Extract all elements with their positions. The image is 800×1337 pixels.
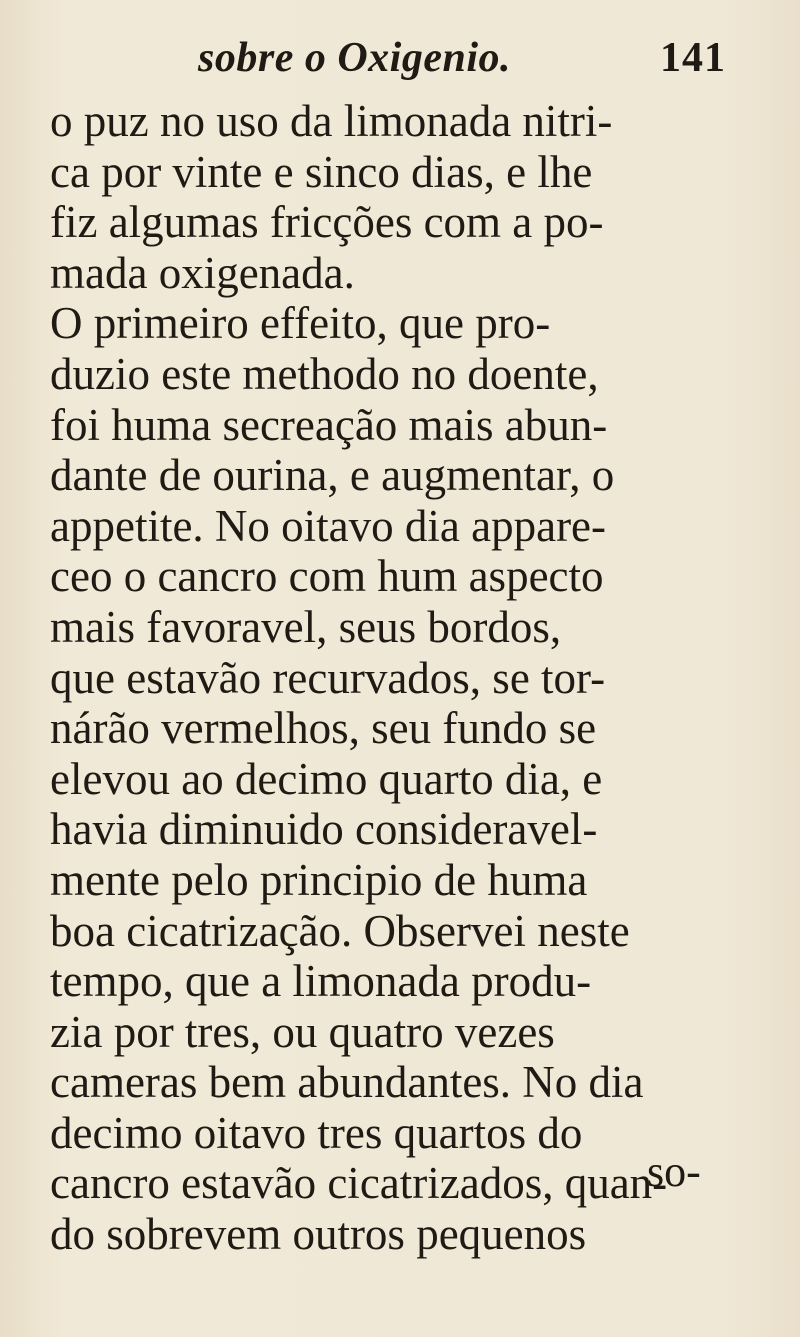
text-line: elevou ao decimo quarto dia, e xyxy=(50,753,603,804)
text-line: dante de ourina, e augmentar, o xyxy=(50,450,615,501)
page-number: 141 xyxy=(660,35,726,81)
text-line: O primeiro effeito, que pro- xyxy=(50,298,551,349)
text-line: boa cicatrização. Observei neste xyxy=(50,905,630,956)
text-line: fiz algumas fricções com a po- xyxy=(50,197,604,248)
text-line: mada oxigenada. xyxy=(50,247,355,298)
text-line: tempo, que a limonada produ- xyxy=(50,956,592,1007)
running-head xyxy=(50,34,770,90)
text-line: appetite. No oitavo dia appare- xyxy=(50,500,607,551)
text-line: duzio este methodo no doente, xyxy=(50,348,599,399)
text-line: decimo oitavo tres quartos do xyxy=(50,1107,583,1158)
text-line: ceo o cancro com hum aspecto xyxy=(50,551,604,602)
catchword: so- xyxy=(647,1147,701,1196)
text-line: do sobrevem outros pequenos xyxy=(50,1209,587,1260)
text-line: nárão vermelhos, seu fundo se xyxy=(50,703,597,754)
text-line: o puz no uso da limonada nitri- xyxy=(50,96,613,146)
text-line: ca por vinte e sinco dias, e lhe xyxy=(50,146,593,197)
text-line: que estavão recurvados, se tor- xyxy=(50,652,606,703)
text-line: havia diminuido consideravel- xyxy=(50,804,598,855)
text-line: zia por tres, ou quatro vezes xyxy=(50,1006,555,1057)
text-line: mente pelo principio de huma xyxy=(50,854,588,905)
text-line: cancro estavão cicatrizados, quan- xyxy=(50,1158,668,1209)
running-title: sobre o Oxigenio. xyxy=(198,35,511,81)
text-line: cameras bem abundantes. No dia xyxy=(50,1057,644,1108)
text-line: mais favoravel, seus bordos, xyxy=(50,601,562,652)
body-text xyxy=(50,96,750,1260)
text-line: foi huma secreação mais abun- xyxy=(50,399,608,450)
